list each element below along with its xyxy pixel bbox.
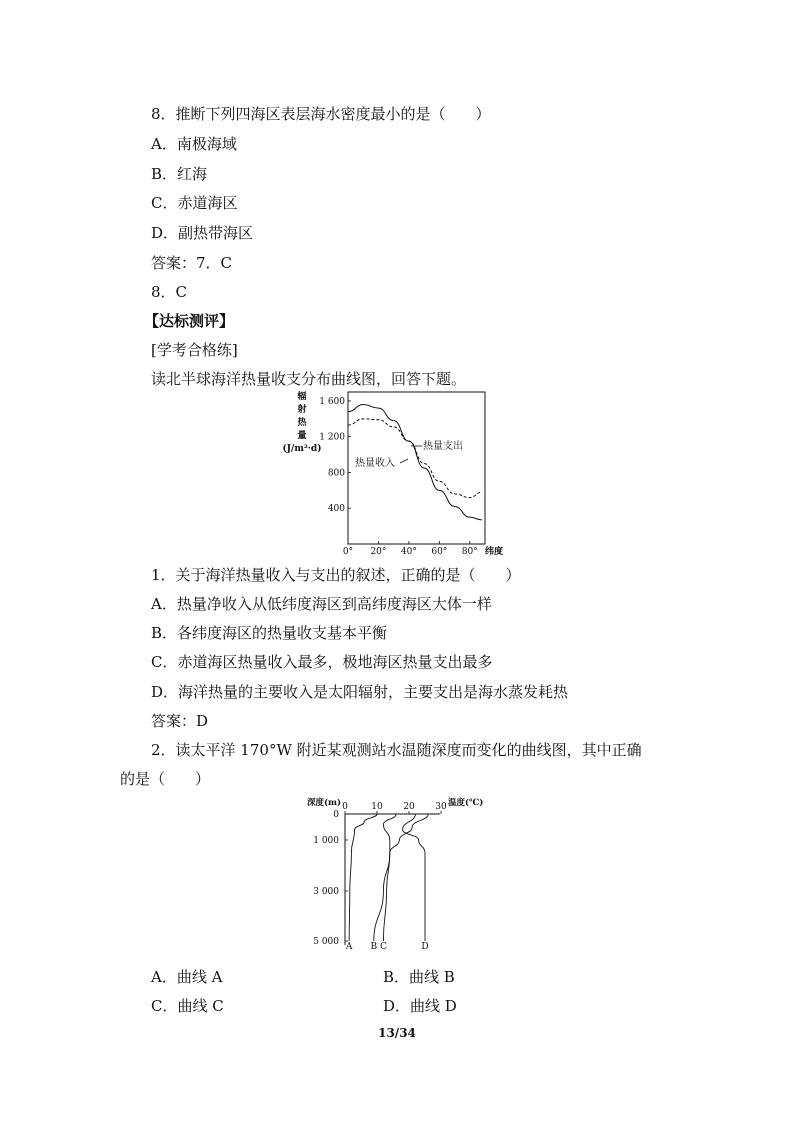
q8-option-c: C．赤道海区 xyxy=(151,194,238,212)
heat-budget-chart xyxy=(280,386,504,558)
y-tick-label: 1 200 xyxy=(319,432,345,443)
q8-stem: 8．推断下列四海区表层海水密度最小的是（ ） xyxy=(151,105,491,123)
q2-stem-line1: 2．读太平洋 170°W 附近某观测站水温随深度而变化的曲线图，其中正确 xyxy=(151,741,642,759)
y-axis-label-char: 辐 xyxy=(297,392,307,402)
page-number: 13/34 xyxy=(378,1026,416,1040)
y-tick-label: 1 600 xyxy=(319,396,345,407)
y-tick-label: 5 000 xyxy=(313,937,339,947)
subsection-heading: [学考合格练] xyxy=(151,341,238,359)
q1-option-d: D．海洋热量的主要收入是太阳辐射，主要支出是海水蒸发耗热 xyxy=(151,683,569,701)
q1-option-c: C．赤道海区热量收入最多，极地海区热量支出最多 xyxy=(151,653,493,671)
x-tick-label: 10 xyxy=(371,802,383,812)
answer-1: 答案：D xyxy=(151,712,209,730)
q2-stem-line2: 的是（ ） xyxy=(120,770,211,788)
q2-option-c: C．曲线 C xyxy=(151,997,224,1015)
q2-option-b: B．曲线 B xyxy=(383,968,455,986)
x-axis-label: 温度(℃) xyxy=(448,798,484,808)
intro-text: 读北半球海洋热量收支分布曲线图，回答下题。 xyxy=(151,370,467,388)
curve-label-a: A xyxy=(345,942,353,952)
legend-heat-income: 热量收入 xyxy=(355,458,395,469)
x-tick-label: 20 xyxy=(403,802,415,812)
answer-8: 8．C xyxy=(151,283,188,301)
q2-option-a: A．曲线 A xyxy=(151,968,223,986)
q8-option-b: B．红海 xyxy=(151,165,208,183)
x-tick-label: 40° xyxy=(400,547,417,557)
q2-option-d: D．曲线 D xyxy=(383,997,457,1015)
x-tick-label: 0° xyxy=(342,547,354,557)
legend-heat-expenditure: 热量支出 xyxy=(423,441,463,452)
legend-leader-income xyxy=(400,459,408,463)
x-tick-label: 80° xyxy=(461,547,478,557)
curve-label-b: B xyxy=(370,942,378,952)
y-tick-label: 0 xyxy=(333,810,339,820)
y-tick-label: 400 xyxy=(327,504,345,515)
curve-a xyxy=(349,814,377,941)
q1-option-a: A．热量净收入从低纬度海区到高纬度海区大体一样 xyxy=(151,595,492,613)
temperature-depth-chart xyxy=(300,793,500,956)
x-tick-label: 30 xyxy=(435,802,447,812)
y-axis-label-char: 量 xyxy=(297,431,307,441)
y-axis-unit: (J/m²·d) xyxy=(282,444,322,454)
y-axis-label xyxy=(283,390,322,454)
y-axis-label: 深度(m) xyxy=(307,798,342,808)
curve-b xyxy=(374,814,396,941)
q8-option-a: A．南极海域 xyxy=(151,135,237,153)
x-tick-label: 0 xyxy=(342,802,348,812)
y-tick-label: 3 000 xyxy=(313,887,339,897)
x-tick-label: 20° xyxy=(370,547,387,557)
x-tick-label: 60° xyxy=(431,547,448,557)
y-tick-label: 800 xyxy=(327,468,345,479)
q1-option-b: B．各纬度海区的热量收支基本平衡 xyxy=(151,624,388,642)
curve-d xyxy=(403,814,425,941)
curve-label-c: C xyxy=(379,942,387,952)
answer-7: 答案：7．C xyxy=(151,254,233,272)
x-axis-label: 纬度 xyxy=(485,547,504,557)
y-axis-label-char: 热 xyxy=(297,418,307,428)
q8-option-d: D．副热带海区 xyxy=(151,224,254,242)
y-tick-label: 1 000 xyxy=(313,836,339,846)
curve-label-d: D xyxy=(421,942,429,952)
section-heading: 【达标测评】 xyxy=(144,312,235,330)
y-axis-label-char: 射 xyxy=(297,405,307,415)
q1-stem: 1．关于海洋热量收入与支出的叙述，正确的是（ ） xyxy=(151,566,521,584)
